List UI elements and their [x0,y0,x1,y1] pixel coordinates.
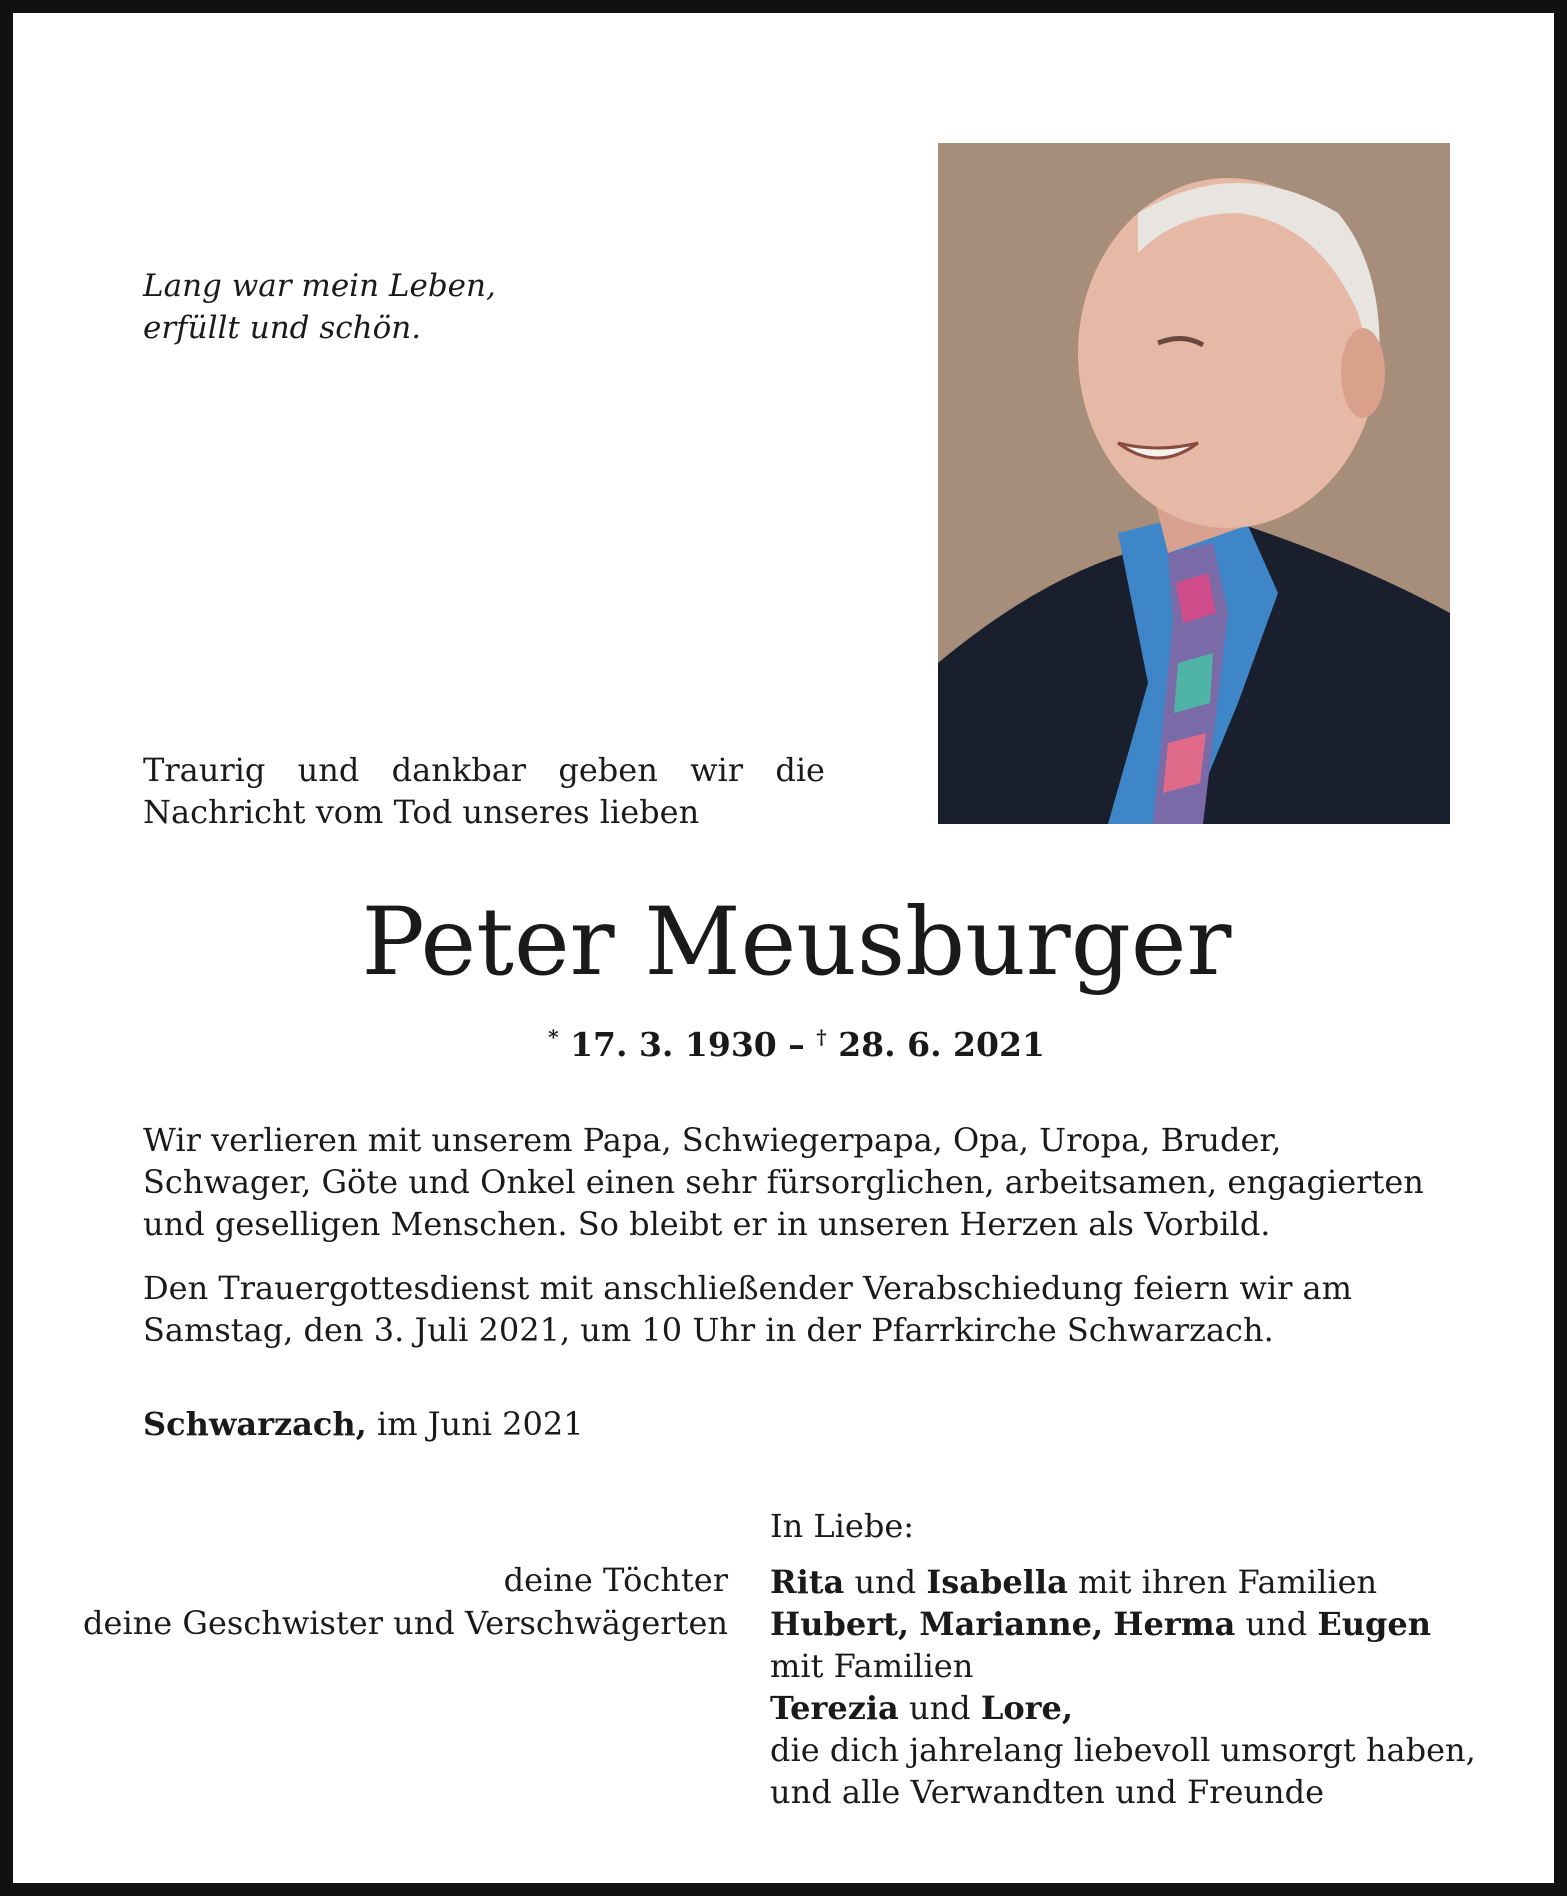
relation-siblings: deine Geschwister und Verschwägerten [83,1604,728,1642]
portrait-photo [938,143,1450,824]
mourner-suffix: mit ihren Familien [1077,1563,1378,1601]
quote-line-1: Lang war mein Leben, [143,268,496,304]
death-symbol: † [816,1025,827,1049]
mourner-connector: und [1245,1605,1308,1643]
place-town: Schwarzach, [143,1405,367,1443]
mourner-name: Eugen [1317,1605,1432,1643]
intro-word: dankbar [391,751,527,789]
mourners-list [770,1561,1510,1813]
mourner-name: Isabella [926,1563,1068,1601]
mourners-siblings-suffix: mit Familien [770,1647,974,1685]
intro-word: wir [690,751,744,789]
mourners-siblings [770,1603,1510,1645]
mourners-caregivers [770,1687,1510,1729]
mourner-name: Rita [770,1563,845,1601]
mourner-name: Marianne, [919,1605,1104,1643]
intro-word: und [297,751,360,789]
intro-word: geben [558,751,658,789]
mourners-daughters [770,1561,1510,1603]
relation-daughters: deine Töchter [503,1561,728,1599]
funeral-service-paragraph: Den Trauergottesdienst mit anschließender Verabschiedung feiern wir am Samstag, den 3. Juli 2021, um 10 Uhr in der Pfarrkirche Schwarzach. [143,1269,1352,1349]
mourner-connector: und [854,1563,917,1601]
date-dash: – [788,1025,805,1064]
birth-date: 17. 3. 1930 [570,1025,777,1064]
mourner-name: Lore, [980,1689,1074,1727]
life-dates [13,1025,1567,1064]
portrait-illustration [938,143,1450,824]
intro-text [143,749,825,833]
in-love-heading: In Liebe: [770,1507,915,1545]
intro-word: Traurig [143,751,266,789]
deceased-name: Peter Meusburger [361,888,1232,997]
intro-line-2: Nachricht vom Tod unseres lieben [143,793,700,831]
tribute-paragraph: Wir verlieren mit unserem Papa, Schwiegerpapa, Opa, Uropa, Bruder, Schwager, Göte und Onkel einen sehr fürsorglichen, arbeitsamen, engagierten und geselligen Menschen. So bleibt er in unseren Herzen als Vorbild. [143,1121,1424,1243]
intro-word: die [775,751,825,789]
mourner-name: Hubert, [770,1605,910,1643]
mourners-closing-line: und alle Verwandten und Freunde [770,1773,1325,1811]
mourners-caregivers-line: die dich jahrelang liebevoll umsorgt haben, [770,1731,1476,1769]
place-and-date [143,1405,584,1443]
mourner-name: Herma [1113,1605,1236,1643]
death-date: 28. 6. 2021 [838,1025,1045,1064]
epitaph-quote [143,265,496,349]
mourner-name: Terezia [770,1689,899,1727]
place-date: im Juni 2021 [376,1405,584,1443]
birth-symbol: * [548,1025,559,1049]
mourner-connector: und [908,1689,971,1727]
quote-line-2: erfüllt und schön. [143,310,422,346]
